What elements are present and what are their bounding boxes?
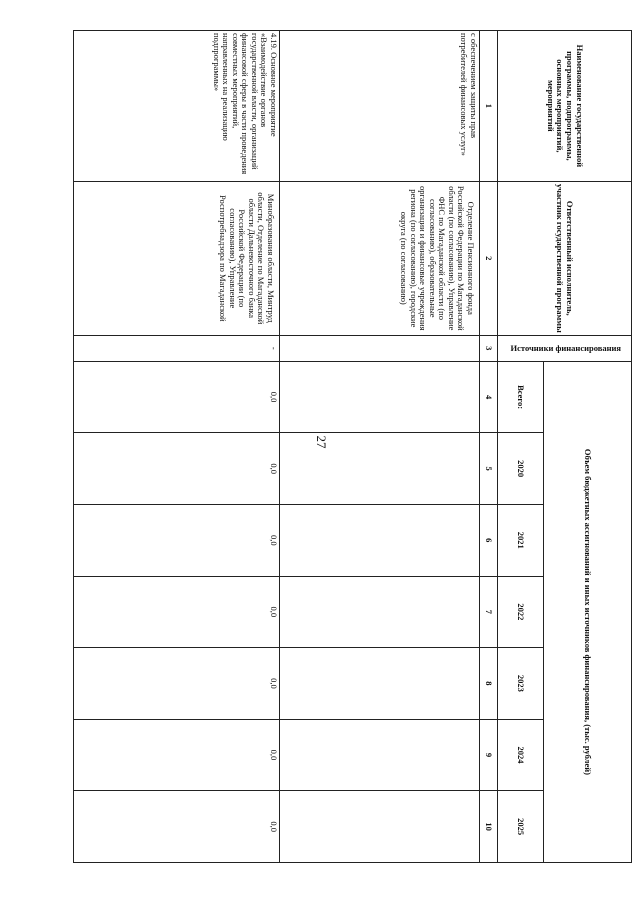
header-year-total: Всего: bbox=[498, 361, 544, 433]
budget-table-sheet bbox=[74, 30, 632, 863]
header-year-2025: 2025 bbox=[498, 791, 544, 863]
page-number: 27 bbox=[314, 435, 329, 449]
header-year-2020: 2020 bbox=[498, 433, 544, 505]
row-value-2023 bbox=[280, 648, 480, 720]
row-value-2024 bbox=[280, 719, 480, 791]
row-value-2023: 0,0 bbox=[74, 648, 280, 720]
column-number: 7 bbox=[480, 576, 498, 648]
column-number: 6 bbox=[480, 504, 498, 576]
row-source bbox=[280, 335, 480, 361]
budget-table bbox=[73, 30, 632, 863]
row-responsible: Минобразования области, Минтруд области, Отделение по Магаданской области Дальневосточного банка Российской Федерации (по согласованию), Управление Роспотребнадзора по Магаданской bbox=[74, 181, 280, 335]
row-name: с обеспечением защиты прав потребителей финансовых услуг» bbox=[280, 31, 480, 182]
header-year-2021: 2021 bbox=[498, 504, 544, 576]
header-responsible: Ответственный исполнитель, участник государственной программы bbox=[498, 181, 632, 335]
row-value-2021 bbox=[280, 504, 480, 576]
row-value-total: 0,0 bbox=[74, 361, 280, 433]
row-value-2025 bbox=[280, 791, 480, 863]
header-year-2024: 2024 bbox=[498, 719, 544, 791]
row-value-2020: 0,0 bbox=[74, 433, 280, 505]
column-number: 9 bbox=[480, 719, 498, 791]
column-number: 2 bbox=[480, 181, 498, 335]
row-responsible: Отделение Пенсионного фонда Российской Федерации по Магаданской области (по согласованию), Управление ФНС по Магаданской области (по согласованию), образовательные организации и финансовые учреждения региона (по согласованию), городские округа (по согласованию) bbox=[280, 181, 480, 335]
row-value-total bbox=[280, 361, 480, 433]
row-value-2020 bbox=[280, 433, 480, 505]
column-number: 1 bbox=[480, 31, 498, 182]
row-source: - bbox=[74, 335, 280, 361]
table-row bbox=[280, 31, 480, 863]
header-funding: Объем бюджетных ассигнований и иных источников финансирования, (тыс. рублей) bbox=[544, 361, 632, 862]
row-value-2024: 0,0 bbox=[74, 719, 280, 791]
row-value-2021: 0,0 bbox=[74, 504, 280, 576]
column-numbers-row bbox=[480, 31, 498, 863]
header-source-label: Источники финансирования bbox=[510, 342, 621, 353]
header-year-2023: 2023 bbox=[498, 648, 544, 720]
column-number: 3 bbox=[480, 335, 498, 361]
column-number: 10 bbox=[480, 791, 498, 863]
row-value-2022: 0,0 bbox=[74, 576, 280, 648]
column-number: 8 bbox=[480, 648, 498, 720]
header-year-2022: 2022 bbox=[498, 576, 544, 648]
header-source bbox=[498, 335, 632, 361]
header-name: Наименование государственной программы, подпрограммы, основных мероприятий, мероприятий bbox=[498, 31, 632, 182]
table-row bbox=[74, 31, 280, 863]
row-name: 4.19. Основное мероприятие «Взаимодействие органов государственной власти, организаций финансовой сферы в части проведения совместных мероприятий, направленных на реализацию подпрограммы» bbox=[74, 31, 280, 182]
column-number: 4 bbox=[480, 361, 498, 433]
row-value-2022 bbox=[280, 576, 480, 648]
row-value-2025: 0,0 bbox=[74, 791, 280, 863]
column-number: 5 bbox=[480, 433, 498, 505]
